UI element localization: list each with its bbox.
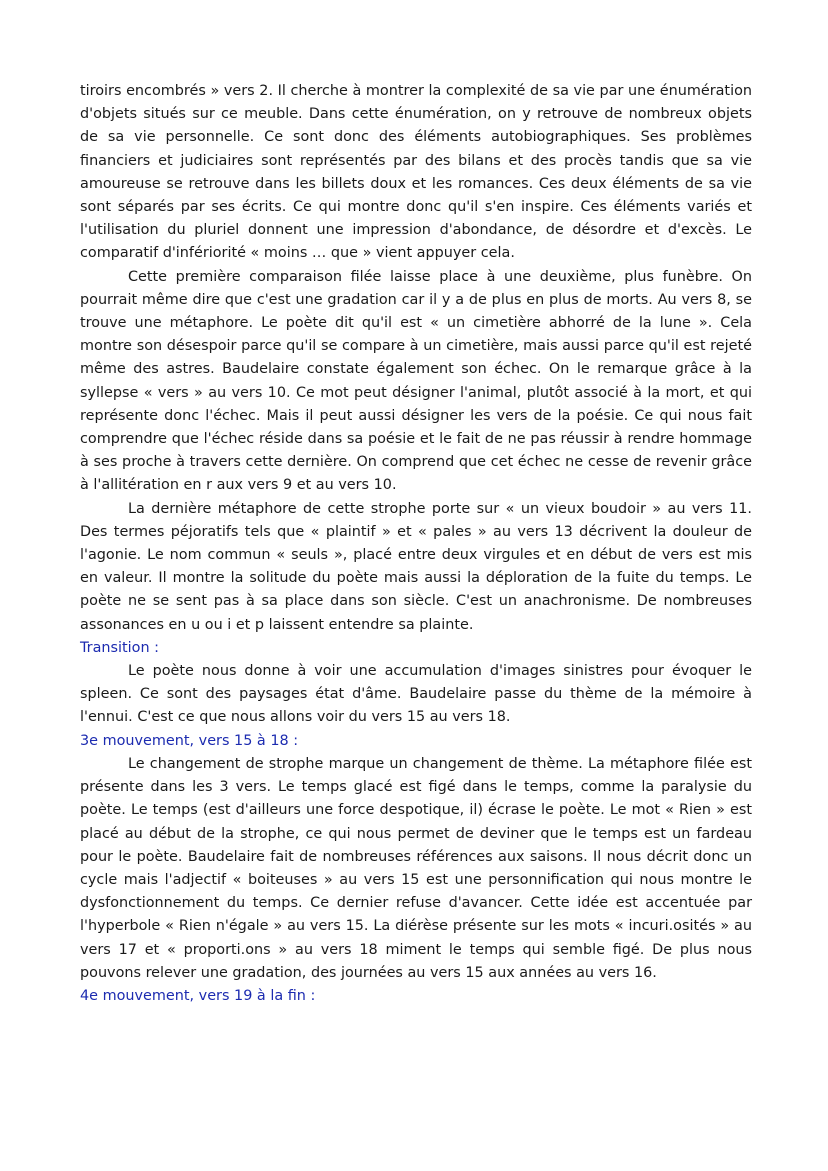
paragraph-5: Le changement de strophe marque un changement de thème. La métaphore filée est présente dans les 3 vers. Le temps glacé est figé dans le temps, comme la paralysie du poète. Le temps (est d'ailleurs une force despotique, il) écrase le poète. Le mot « Rien » est placé au début de la strophe, ce qui nous permet de deviner que le temps est un fardeau pour le poète. Baudelaire fait de nombreuses références aux saisons. Il nous décrit donc un cycle mais l'adjectif « boiteuses » au vers 15 est une personnification qui nous montre le dysfonctionnement du temps. Ce dernier refuse d'avancer. Cette idée est accentuée par l'hyperbole « Rien n'égale » au vers 15. La diérèse présente sur les mots « incuri.osités » au vers 17 et « proporti.ons » au vers 18 miment le temps qui semble figé. De plus nous pouvons relever une gradation, des journées au vers 15 aux années au vers 16. [80,755,752,981]
section-heading-transition: Transition : [80,639,160,656]
paragraph-2: Cette première comparaison filée laisse place à une deuxième, plus funèbre. On pourrait même dire que c'est une gradation car il y a de plus en plus de morts. Au vers 8, se trouve une métaphore. Le poète dit qu'il est « un cimetière abhorré de la lune ». Cela montre son désespoir parce qu'il se compare à un cimetière, mais aussi parce qu'il est rejeté même des astres. Baudelaire constate également son échec. On le remarque grâce à la syllepse « vers » au vers 10. Ce mot peut désigner l'animal, plutôt associé à la mort, et qui représente donc l'échec. Mais il peut aussi désigner les vers de la poésie. Ce qui nous fait comprendre que l'échec réside dans sa poésie et le fait de ne pas réussir à rendre hommage à ses proche à travers cette dernière. On comprend que cet échec ne cesse de revenir grâce à l'allitération en r aux vers 9 et au vers 10. [80,268,752,494]
paragraph-4: Le poète nous donne à voir une accumulation d'images sinistres pour évoquer le spleen. Ce sont des paysages état d'âme. Baudelaire passe du thème de la mémoire à l'ennui. C'est ce que nous allons voir du vers 15 au vers 18. [80,663,752,726]
paragraph-1: tiroirs encombrés » vers 2. Il cherche à montrer la complexité de sa vie par une énumération d'objets situés sur ce meuble. Dans cette énumération, on y retrouve de nombreux objets de sa vie personnelle. Ce sont donc des éléments autobiographiques. Ses problèmes financiers et judiciaires sont représentés par des bilans et des procès tandis que sa vie amoureuse se retrouve dans les billets doux et les romances. Ces deux éléments de sa vie sont séparés par ses écrits. Ce qui montre donc qu'il s'en inspire. Ces éléments variés et l'utilisation du pluriel donnent une impression d'abondance, de désordre et d'excès. Le comparatif d'infériorité « moins … que » vient appuyer cela. [80,83,752,262]
paragraph-3: La dernière métaphore de cette strophe porte sur « un vieux boudoir » au vers 11. Des termes péjoratifs tels que « plaintif » et « pales » au vers 13 décrivent la douleur de l'agonie. Le nom commun « seuls », placé entre deux virgules et en début de vers est mis en valeur. Il montre la solitude du poète mais aussi la déploration de la fuite du temps. Le poète ne se sent pas à sa place dans son siècle. C'est un anachronisme. De nombreuses assonances en u ou i et p laissent entendre sa plainte. [80,500,752,633]
section-heading-3e-mouvement: 3e mouvement, vers 15 à 18 : [80,732,299,749]
section-heading-4e-mouvement: 4e mouvement, vers 19 à la fin : [80,987,316,1004]
document-page [80,80,752,1008]
